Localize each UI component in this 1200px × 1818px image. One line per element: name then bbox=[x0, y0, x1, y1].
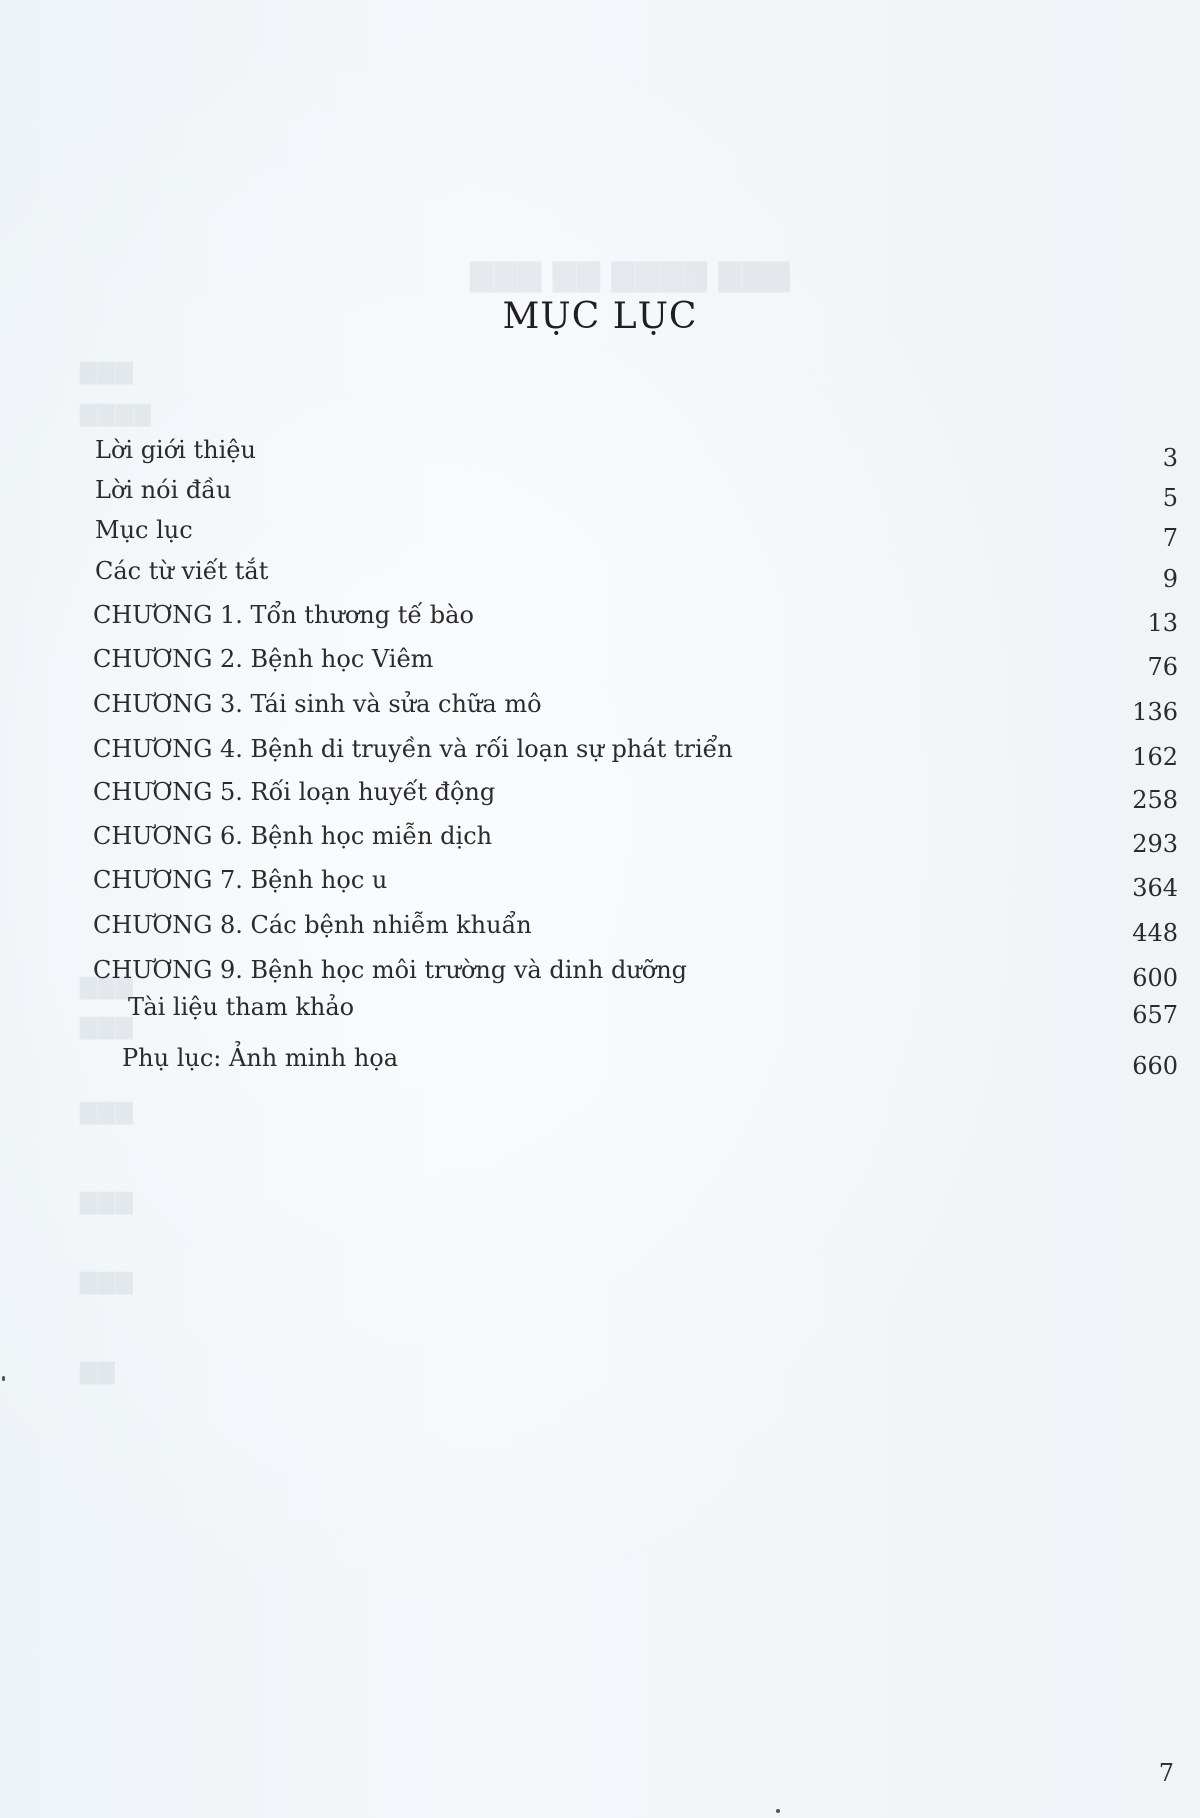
toc-entry bbox=[0, 989, 1200, 1029]
toc-entry-page: 136 bbox=[1132, 698, 1178, 726]
show-through-text: ▇▇▇ bbox=[80, 975, 134, 1000]
toc-entry-title: CHƯƠNG 7. Bệnh học u bbox=[93, 866, 388, 894]
toc-entry-title: CHƯƠNG 1. Tổn thương tế bào bbox=[93, 601, 474, 629]
toc-entry-title: CHƯƠNG 4. Bệnh di truyền và rối loạn sự phát triển bbox=[93, 735, 733, 763]
toc-entry bbox=[0, 731, 1200, 771]
toc-entry-page: 600 bbox=[1132, 964, 1178, 992]
toc-entry bbox=[0, 774, 1200, 814]
page-title: MỤC LỤC bbox=[502, 296, 698, 337]
show-through-text: ▇▇▇ bbox=[80, 1015, 134, 1040]
toc-entry bbox=[0, 432, 1200, 472]
toc-entry-page: 7 bbox=[1162, 524, 1178, 552]
toc-entry-page: 448 bbox=[1132, 919, 1178, 947]
show-through-text: ▇▇▇ bbox=[80, 1190, 134, 1215]
show-through-text: ▇▇▇▇ bbox=[80, 402, 152, 427]
toc-entry bbox=[0, 818, 1200, 858]
toc-entry bbox=[0, 1040, 1200, 1080]
toc-entry-title: Mục lục bbox=[95, 516, 193, 544]
toc-entry bbox=[0, 952, 1200, 992]
toc-entry bbox=[0, 686, 1200, 726]
toc-entry bbox=[0, 862, 1200, 902]
toc-entry-page: 657 bbox=[1132, 1001, 1178, 1029]
toc-entry-title: Các từ viết tắt bbox=[95, 557, 269, 585]
toc-entry-page: 162 bbox=[1132, 743, 1178, 771]
toc-entry-title: CHƯƠNG 5. Rối loạn huyết động bbox=[93, 778, 496, 806]
toc-entry-title: CHƯƠNG 8. Các bệnh nhiễm khuẩn bbox=[93, 911, 532, 939]
toc-entry-title: Phụ lục: Ảnh minh họa bbox=[122, 1044, 399, 1072]
toc-entry-page: 258 bbox=[1132, 786, 1178, 814]
toc-entry-page: 660 bbox=[1132, 1052, 1178, 1080]
show-through-text: ▇▇ bbox=[80, 1360, 116, 1385]
show-through-text: ▇▇▇ bbox=[80, 1270, 134, 1295]
toc-entry-title: CHƯƠNG 9. Bệnh học môi trường và dinh dưỡng bbox=[93, 956, 688, 984]
show-through-text: ▇▇▇ ▇▇ ▇▇▇▇ ▇▇▇ bbox=[470, 258, 791, 293]
toc-entry-page: 13 bbox=[1147, 609, 1178, 637]
toc-entry-title: Tài liệu tham khảo bbox=[128, 993, 355, 1021]
toc-entry bbox=[0, 597, 1200, 637]
scan-speck bbox=[2, 1376, 5, 1381]
toc-entry-page: 9 bbox=[1162, 565, 1178, 593]
toc-entry bbox=[0, 472, 1200, 512]
toc-entry-page: 293 bbox=[1132, 830, 1178, 858]
toc-entry-title: Lời giới thiệu bbox=[95, 436, 256, 464]
toc-entry-page: 76 bbox=[1147, 653, 1178, 681]
toc-entry-title: CHƯƠNG 6. Bệnh học miễn dịch bbox=[93, 822, 493, 850]
toc-entry bbox=[0, 553, 1200, 593]
page-number: 7 bbox=[1158, 1759, 1174, 1787]
scan-speck bbox=[776, 1809, 780, 1813]
toc-entry-title: CHƯƠNG 2. Bệnh học Viêm bbox=[93, 645, 434, 673]
show-through-text: ▇▇▇ bbox=[80, 360, 134, 385]
toc-entry-page: 364 bbox=[1132, 874, 1178, 902]
toc-entry-title: Lời nói đầu bbox=[95, 476, 232, 504]
toc-entry bbox=[0, 512, 1200, 552]
toc-entry-page: 3 bbox=[1162, 444, 1178, 472]
toc-entry-title: CHƯƠNG 3. Tái sinh và sửa chữa mô bbox=[93, 690, 542, 718]
toc-entry bbox=[0, 641, 1200, 681]
show-through-text: ▇▇▇ bbox=[80, 1100, 134, 1125]
toc-entry bbox=[0, 907, 1200, 947]
toc-entry-page: 5 bbox=[1162, 484, 1178, 512]
